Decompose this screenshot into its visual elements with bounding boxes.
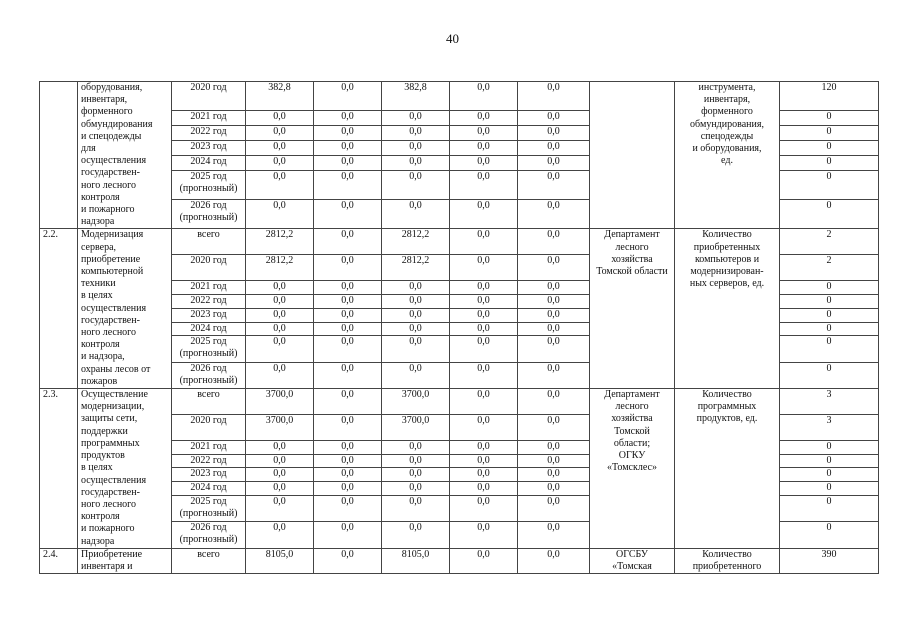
local-cell: 0,0 xyxy=(450,522,518,548)
extrabudget-cell: 0,0 xyxy=(518,415,590,441)
period-cell: 2023 год xyxy=(172,468,246,482)
regional-cell: 0,0 xyxy=(382,454,450,468)
local-cell: 0,0 xyxy=(450,200,518,229)
local-cell: 0,0 xyxy=(450,140,518,155)
federal-cell: 0,0 xyxy=(314,336,382,362)
period-cell: 2026 год (прогнозный) xyxy=(172,200,246,229)
total-cell: 0,0 xyxy=(246,200,314,229)
indicator-value-cell: 0 xyxy=(780,495,879,521)
total-cell: 0,0 xyxy=(246,454,314,468)
indicator-value-cell: 0 xyxy=(780,171,879,200)
activity-number: 2.3. xyxy=(40,389,78,549)
local-cell: 0,0 xyxy=(450,229,518,255)
regional-cell: 0,0 xyxy=(382,468,450,482)
regional-cell: 382,8 xyxy=(382,82,450,111)
local-cell: 0,0 xyxy=(450,171,518,200)
extrabudget-cell: 0,0 xyxy=(518,441,590,455)
local-cell: 0,0 xyxy=(450,336,518,362)
regional-cell: 0,0 xyxy=(382,336,450,362)
federal-cell: 0,0 xyxy=(314,110,382,125)
indicator-value-cell: 0 xyxy=(780,125,879,140)
regional-cell: 0,0 xyxy=(382,441,450,455)
total-cell: 3700,0 xyxy=(246,389,314,415)
extrabudget-cell: 0,0 xyxy=(518,482,590,496)
period-cell: 2023 год xyxy=(172,308,246,322)
extrabudget-cell: 0,0 xyxy=(518,495,590,521)
regional-cell: 0,0 xyxy=(382,171,450,200)
regional-cell: 0,0 xyxy=(382,200,450,229)
executor-cell: Департамент лесного хозяйства Томской области; ОГКУ «Томсклес» xyxy=(590,389,675,549)
extrabudget-cell: 0,0 xyxy=(518,281,590,295)
activity-number: 2.4. xyxy=(40,548,78,573)
indicator-cell: Количество приобретенного xyxy=(675,548,780,573)
indicator-value-cell: 0 xyxy=(780,468,879,482)
indicator-value-cell: 2 xyxy=(780,255,879,281)
federal-cell: 0,0 xyxy=(314,454,382,468)
period-cell: 2026 год (прогнозный) xyxy=(172,362,246,388)
regional-cell: 8105,0 xyxy=(382,548,450,573)
period-cell: 2024 год xyxy=(172,156,246,171)
regional-cell: 0,0 xyxy=(382,482,450,496)
period-cell: 2022 год xyxy=(172,454,246,468)
regional-cell: 3700,0 xyxy=(382,415,450,441)
total-cell: 3700,0 xyxy=(246,415,314,441)
table-row xyxy=(40,548,879,573)
local-cell: 0,0 xyxy=(450,110,518,125)
local-cell: 0,0 xyxy=(450,156,518,171)
local-cell: 0,0 xyxy=(450,441,518,455)
total-cell: 0,0 xyxy=(246,468,314,482)
indicator-value-cell: 0 xyxy=(780,308,879,322)
indicator-value-cell: 0 xyxy=(780,454,879,468)
extrabudget-cell: 0,0 xyxy=(518,548,590,573)
total-cell: 0,0 xyxy=(246,482,314,496)
federal-cell: 0,0 xyxy=(314,82,382,111)
regional-cell: 0,0 xyxy=(382,140,450,155)
federal-cell: 0,0 xyxy=(314,482,382,496)
total-cell: 0,0 xyxy=(246,322,314,336)
total-cell: 0,0 xyxy=(246,522,314,548)
table-body xyxy=(40,82,879,574)
indicator-value-cell: 3 xyxy=(780,415,879,441)
regional-cell: 0,0 xyxy=(382,495,450,521)
activity-description: Модернизация сервера, приобретение компьютерной техники в целях осуществления государствен- ного лесного контроля и надзора, охраны лесов от пожаров xyxy=(78,229,172,389)
federal-cell: 0,0 xyxy=(314,468,382,482)
local-cell: 0,0 xyxy=(450,125,518,140)
period-cell: 2021 год xyxy=(172,441,246,455)
extrabudget-cell: 0,0 xyxy=(518,295,590,309)
local-cell: 0,0 xyxy=(450,454,518,468)
total-cell: 2812,2 xyxy=(246,229,314,255)
extrabudget-cell: 0,0 xyxy=(518,140,590,155)
federal-cell: 0,0 xyxy=(314,125,382,140)
local-cell: 0,0 xyxy=(450,468,518,482)
local-cell: 0,0 xyxy=(450,322,518,336)
local-cell: 0,0 xyxy=(450,281,518,295)
federal-cell: 0,0 xyxy=(314,140,382,155)
indicator-value-cell: 120 xyxy=(780,82,879,111)
extrabudget-cell: 0,0 xyxy=(518,229,590,255)
regional-cell: 0,0 xyxy=(382,522,450,548)
total-cell: 0,0 xyxy=(246,156,314,171)
extrabudget-cell: 0,0 xyxy=(518,336,590,362)
regional-cell: 2812,2 xyxy=(382,229,450,255)
extrabudget-cell: 0,0 xyxy=(518,200,590,229)
local-cell: 0,0 xyxy=(450,82,518,111)
extrabudget-cell: 0,0 xyxy=(518,171,590,200)
local-cell: 0,0 xyxy=(450,295,518,309)
total-cell: 0,0 xyxy=(246,171,314,200)
federal-cell: 0,0 xyxy=(314,308,382,322)
indicator-cell: Количество приобретенных компьютеров и модернизирован- ных серверов, ед. xyxy=(675,229,780,389)
federal-cell: 0,0 xyxy=(314,415,382,441)
activity-description: Осуществление модернизации, защиты сети, поддержки программных продуктов в целях осуществления государствен- ного лесного контроля и пожарного надзора xyxy=(78,389,172,549)
activity-number xyxy=(40,82,78,229)
extrabudget-cell: 0,0 xyxy=(518,156,590,171)
indicator-value-cell: 0 xyxy=(780,156,879,171)
period-cell: 2024 год xyxy=(172,322,246,336)
indicator-value-cell: 0 xyxy=(780,295,879,309)
indicator-value-cell: 0 xyxy=(780,441,879,455)
executor-cell: Департамент лесного хозяйства Томской области xyxy=(590,229,675,389)
federal-cell: 0,0 xyxy=(314,522,382,548)
extrabudget-cell: 0,0 xyxy=(518,322,590,336)
local-cell: 0,0 xyxy=(450,548,518,573)
period-cell: 2025 год (прогнозный) xyxy=(172,171,246,200)
period-cell: 2020 год xyxy=(172,255,246,281)
federal-cell: 0,0 xyxy=(314,295,382,309)
activity-number: 2.2. xyxy=(40,229,78,389)
period-cell: всего xyxy=(172,229,246,255)
extrabudget-cell: 0,0 xyxy=(518,125,590,140)
indicator-value-cell: 0 xyxy=(780,322,879,336)
indicator-value-cell: 0 xyxy=(780,362,879,388)
total-cell: 0,0 xyxy=(246,308,314,322)
activity-description: оборудования, инвентаря, форменного обмундирования и спецодежды для осуществления государствен- ного лесного контроля и пожарного надзора xyxy=(78,82,172,229)
regional-cell: 0,0 xyxy=(382,110,450,125)
federal-cell: 0,0 xyxy=(314,441,382,455)
indicator-value-cell: 390 xyxy=(780,548,879,573)
table-row xyxy=(40,389,879,415)
period-cell: 2025 год (прогнозный) xyxy=(172,336,246,362)
total-cell: 8105,0 xyxy=(246,548,314,573)
period-cell: 2021 год xyxy=(172,281,246,295)
extrabudget-cell: 0,0 xyxy=(518,468,590,482)
indicator-value-cell: 0 xyxy=(780,281,879,295)
federal-cell: 0,0 xyxy=(314,322,382,336)
period-cell: 2025 год (прогнозный) xyxy=(172,495,246,521)
total-cell: 2812,2 xyxy=(246,255,314,281)
indicator-value-cell: 0 xyxy=(780,482,879,496)
period-cell: 2022 год xyxy=(172,295,246,309)
local-cell: 0,0 xyxy=(450,389,518,415)
regional-cell: 0,0 xyxy=(382,308,450,322)
extrabudget-cell: 0,0 xyxy=(518,110,590,125)
local-cell: 0,0 xyxy=(450,362,518,388)
total-cell: 0,0 xyxy=(246,362,314,388)
table-row xyxy=(40,229,879,255)
regional-cell: 0,0 xyxy=(382,362,450,388)
total-cell: 0,0 xyxy=(246,110,314,125)
regional-cell: 0,0 xyxy=(382,156,450,171)
federal-cell: 0,0 xyxy=(314,229,382,255)
indicator-value-cell: 0 xyxy=(780,200,879,229)
indicator-value-cell: 2 xyxy=(780,229,879,255)
page-number: 40 xyxy=(446,31,459,46)
extrabudget-cell: 0,0 xyxy=(518,82,590,111)
total-cell: 382,8 xyxy=(246,82,314,111)
total-cell: 0,0 xyxy=(246,495,314,521)
extrabudget-cell: 0,0 xyxy=(518,522,590,548)
executor-cell: ОГСБУ «Томская xyxy=(590,548,675,573)
federal-cell: 0,0 xyxy=(314,200,382,229)
period-cell: всего xyxy=(172,548,246,573)
regional-cell: 2812,2 xyxy=(382,255,450,281)
federal-cell: 0,0 xyxy=(314,389,382,415)
extrabudget-cell: 0,0 xyxy=(518,308,590,322)
extrabudget-cell: 0,0 xyxy=(518,389,590,415)
period-cell: 2021 год xyxy=(172,110,246,125)
indicator-value-cell: 0 xyxy=(780,522,879,548)
period-cell: всего xyxy=(172,389,246,415)
period-cell: 2020 год xyxy=(172,82,246,111)
total-cell: 0,0 xyxy=(246,281,314,295)
federal-cell: 0,0 xyxy=(314,171,382,200)
federal-cell: 0,0 xyxy=(314,548,382,573)
total-cell: 0,0 xyxy=(246,441,314,455)
extrabudget-cell: 0,0 xyxy=(518,454,590,468)
regional-cell: 0,0 xyxy=(382,322,450,336)
federal-cell: 0,0 xyxy=(314,362,382,388)
period-cell: 2023 год xyxy=(172,140,246,155)
indicator-value-cell: 0 xyxy=(780,110,879,125)
indicator-value-cell: 0 xyxy=(780,140,879,155)
indicator-cell: инструмента, инвентаря, форменного обмундирования, спецодежды и оборудования, ед. xyxy=(675,82,780,229)
total-cell: 0,0 xyxy=(246,125,314,140)
federal-cell: 0,0 xyxy=(314,495,382,521)
regional-cell: 0,0 xyxy=(382,125,450,140)
local-cell: 0,0 xyxy=(450,415,518,441)
period-cell: 2026 год (прогнозный) xyxy=(172,522,246,548)
regional-cell: 3700,0 xyxy=(382,389,450,415)
local-cell: 0,0 xyxy=(450,495,518,521)
total-cell: 0,0 xyxy=(246,140,314,155)
extrabudget-cell: 0,0 xyxy=(518,255,590,281)
activity-description: Приобретение инвентаря и xyxy=(78,548,172,573)
indicator-value-cell: 3 xyxy=(780,389,879,415)
regional-cell: 0,0 xyxy=(382,295,450,309)
local-cell: 0,0 xyxy=(450,482,518,496)
federal-cell: 0,0 xyxy=(314,156,382,171)
indicator-cell: Количество программных продуктов, ед. xyxy=(675,389,780,549)
program-activities-table xyxy=(39,81,879,574)
period-cell: 2022 год xyxy=(172,125,246,140)
federal-cell: 0,0 xyxy=(314,281,382,295)
executor-cell xyxy=(590,82,675,229)
extrabudget-cell: 0,0 xyxy=(518,362,590,388)
federal-cell: 0,0 xyxy=(314,255,382,281)
total-cell: 0,0 xyxy=(246,336,314,362)
regional-cell: 0,0 xyxy=(382,281,450,295)
local-cell: 0,0 xyxy=(450,255,518,281)
period-cell: 2020 год xyxy=(172,415,246,441)
indicator-value-cell: 0 xyxy=(780,336,879,362)
total-cell: 0,0 xyxy=(246,295,314,309)
table-row xyxy=(40,82,879,111)
period-cell: 2024 год xyxy=(172,482,246,496)
local-cell: 0,0 xyxy=(450,308,518,322)
